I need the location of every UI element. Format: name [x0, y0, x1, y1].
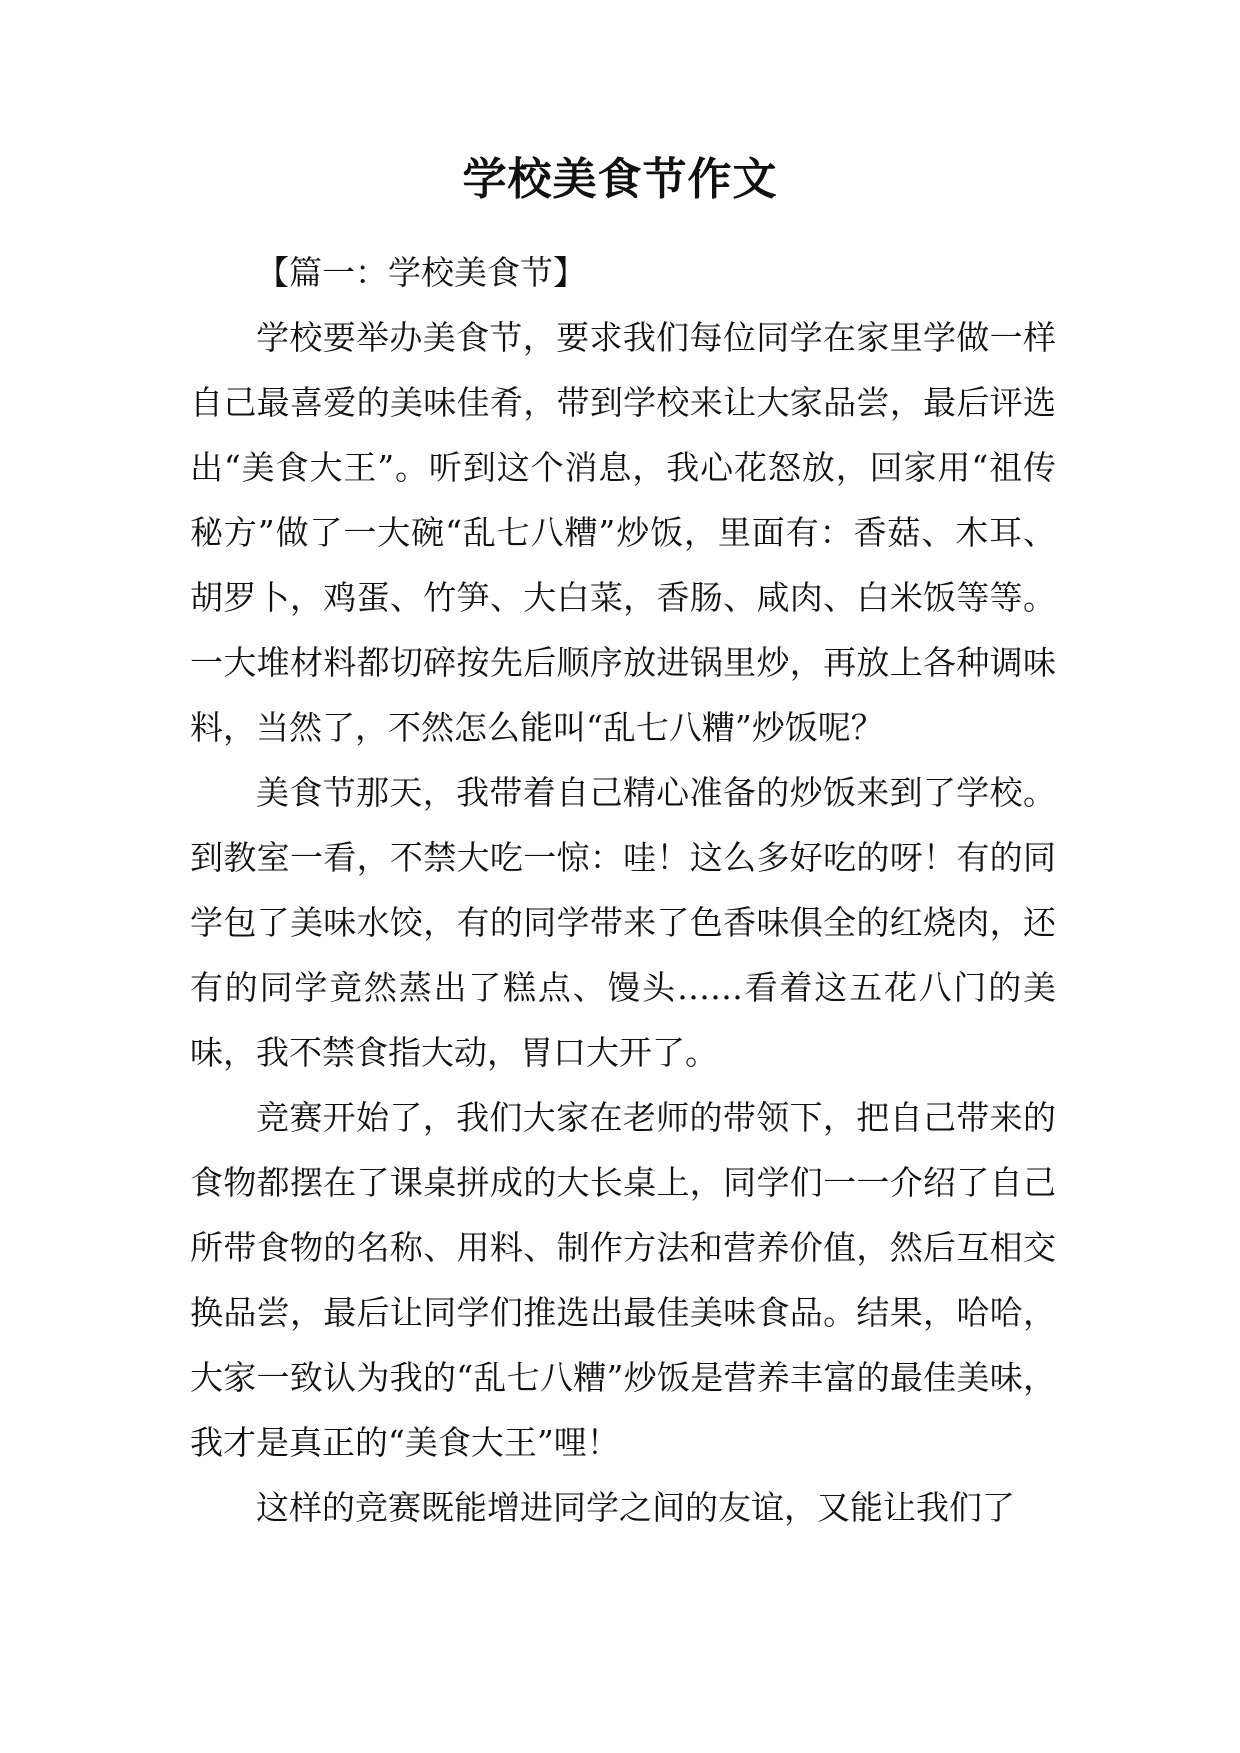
- paragraph-1: 学校要举办美食节，要求我们每位同学在家里学做一样自己最喜爱的美味佳肴，带到学校来让大家品尝，最后评选出“美食大王”。听到这个消息，我心花怒放，回家用“祖传秘方”做了一大碗“乱七八糟”炒饭，里面有：香菇、木耳、胡罗卜，鸡蛋、竹笋、大白菜，香肠、咸肉、白米饭等等。一大堆材料都切碎按先后顺序放进锅里炒，再放上各种调味料，当然了，不然怎么能叫“乱七八糟”炒饭呢？: [190, 318, 1056, 747]
- paragraph-3: 竞赛开始了，我们大家在老师的带领下，把自己带来的食物都摆在了课桌拼成的大长桌上，同学们一一介绍了自己所带食物的名称、用料、制作方法和营养价值，然后互相交换品尝，最后让同学们推选出最佳美味食品。结果，哈哈，大家一致认为我的“乱七八糟”炒饭是营养丰富的最佳美味，我才是真正的“美食大王”哩！: [190, 1098, 1056, 1462]
- document-body: [190, 240, 1056, 1540]
- section-heading: 【篇一：学校美食节】: [256, 253, 586, 292]
- paragraph-2: 美食节那天，我带着自己精心准备的炒饭来到了学校。到教室一看，不禁大吃一惊：哇！这么多好吃的呀！有的同学包了美味水饺，有的同学带来了色香味俱全的红烧肉，还有的同学竟然蒸出了糕点、馒头……看着这五花八门的美味，我不禁食指大动，胃口大开了。: [190, 773, 1056, 1072]
- paragraph-4: 这样的竞赛既能增进同学之间的友谊，又能让我们了: [256, 1488, 1015, 1527]
- document-title: 学校美食节作文: [462, 154, 778, 205]
